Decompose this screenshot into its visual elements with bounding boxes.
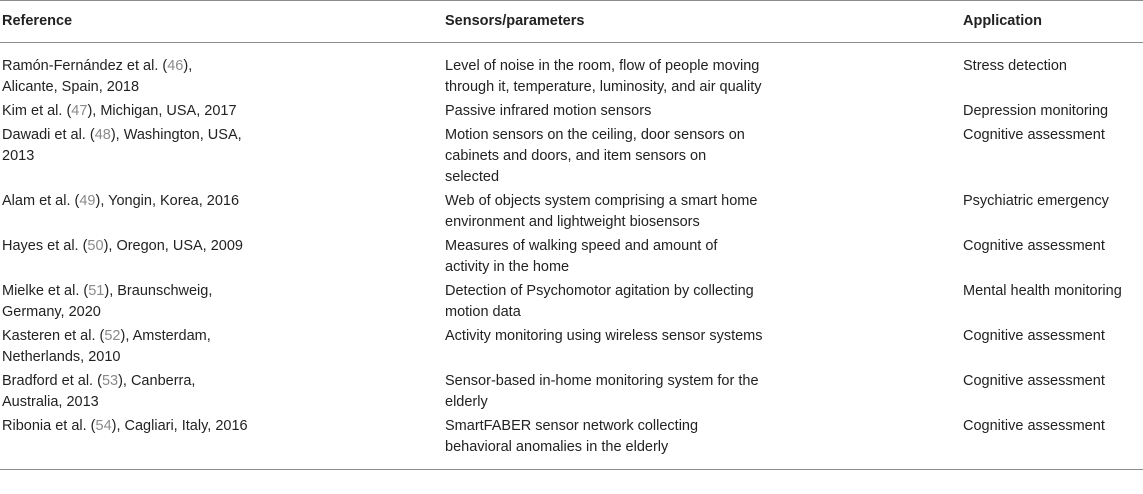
cell-reference [0, 233, 443, 278]
cell-reference [0, 188, 443, 233]
table-row [0, 188, 1143, 233]
sensors-line: Detection of Psychomotor agitation by collecting [445, 283, 754, 299]
cell-reference [0, 413, 443, 470]
reference-citation-link[interactable]: 46 [167, 58, 184, 74]
cell-reference [0, 278, 443, 323]
reference-text: ), Oregon, USA, 2009 [103, 238, 243, 254]
cell-application: Cognitive assessment [963, 328, 1105, 344]
reference-text: Bradford et al. ( [2, 373, 102, 389]
reference-line [2, 125, 443, 146]
cell-sensors [443, 122, 961, 188]
table-row [0, 278, 1143, 323]
reference-text: Dawadi et al. ( [2, 127, 95, 143]
header-sensors: Sensors/parameters [443, 1, 961, 43]
cell-application: Stress detection [963, 58, 1067, 74]
reference-line [2, 236, 443, 257]
reference-text: ), Michigan, USA, 2017 [87, 103, 237, 119]
reference-line: Germany, 2020 [2, 304, 101, 320]
reference-citation-link[interactable]: 49 [79, 193, 96, 209]
cell-application: Psychiatric emergency [963, 193, 1109, 209]
reference-text: Kim et al. ( [2, 103, 72, 119]
cell-application: Depression monitoring [963, 103, 1109, 119]
reference-line: 2013 [2, 148, 35, 164]
table-row [0, 43, 1143, 99]
cell-sensors [443, 323, 961, 368]
cell-sensors [443, 413, 961, 470]
reference-line [2, 416, 443, 437]
cell-sensors [443, 43, 961, 99]
cell-application: Cognitive assessment [963, 238, 1105, 254]
sensors-line: Sensor-based in-home monitoring system for the [445, 373, 759, 389]
sensors-line: behavioral anomalies in the elderly [445, 439, 669, 455]
reference-citation-link[interactable]: 52 [104, 328, 121, 344]
cell-reference [0, 368, 443, 413]
cell-sensors [443, 188, 961, 233]
cell-sensors [443, 233, 961, 278]
cell-application: Cognitive assessment [961, 413, 1143, 470]
cell-sensors [443, 278, 961, 323]
reference-line [2, 191, 443, 212]
sensors-line: Passive infrared motion sensors [445, 103, 652, 119]
table-row [0, 368, 1143, 413]
sensors-line: elderly [445, 394, 488, 410]
reference-text: ), Canberra, [118, 373, 196, 389]
reference-text: Mielke et al. ( [2, 283, 89, 299]
reference-text: Hayes et al. ( [2, 238, 88, 254]
cell-application: Cognitive assessment [963, 127, 1105, 143]
sensors-line: Activity monitoring using wireless sensor systems [445, 328, 763, 344]
reference-citation-link[interactable]: 47 [71, 103, 88, 119]
reference-text: Ramón-Fernández et al. ( [2, 58, 168, 74]
sensors-line: environment and lightweight biosensors [445, 214, 700, 230]
reference-line [2, 281, 443, 302]
reference-line [2, 56, 443, 77]
table-row [0, 98, 1143, 122]
cell-application: Cognitive assessment [963, 373, 1105, 389]
header-application: Application [961, 1, 1143, 43]
reference-text: Alam et al. ( [2, 193, 80, 209]
table-row [0, 233, 1143, 278]
header-reference: Reference [0, 1, 443, 43]
sensors-line: Motion sensors on the ceiling, door sensors on [445, 127, 745, 143]
reference-text: ), [183, 58, 193, 74]
sensors-line: Web of objects system comprising a smart home [445, 193, 758, 209]
reference-citation-link[interactable]: 50 [87, 238, 104, 254]
sensors-line: through it, temperature, luminosity, and air quality [445, 79, 762, 95]
table-row [0, 413, 1143, 470]
sensors-line: activity in the home [445, 259, 570, 275]
reference-text: ), Yongin, Korea, 2016 [95, 193, 240, 209]
reference-text: Kasteren et al. ( [2, 328, 105, 344]
cell-reference [0, 98, 443, 122]
cell-sensors [443, 368, 961, 413]
reference-text: ), Washington, USA, [110, 127, 242, 143]
sensors-line: Measures of walking speed and amount of [445, 238, 718, 254]
table-body [0, 43, 1143, 470]
reference-citation-link[interactable]: 54 [95, 418, 112, 434]
reference-text: ), Braunschweig, [104, 283, 213, 299]
sensors-line: selected [445, 169, 500, 185]
cell-sensors [443, 98, 961, 122]
reference-line [2, 326, 443, 347]
sensors-line: motion data [445, 304, 521, 320]
table-row [0, 323, 1143, 368]
cell-reference [0, 122, 443, 188]
sensors-line: cabinets and doors, and item sensors on [445, 148, 707, 164]
reference-line: Netherlands, 2010 [2, 349, 121, 365]
sensors-line: Level of noise in the room, flow of people moving [445, 58, 760, 74]
table-header [0, 1, 1143, 43]
header-row [0, 1, 1143, 43]
reference-citation-link[interactable]: 48 [94, 127, 111, 143]
cell-application: Mental health monitoring [963, 283, 1122, 299]
table-row [0, 122, 1143, 188]
reference-text: ), Amsterdam, [120, 328, 211, 344]
sensors-line: SmartFABER sensor network collecting [445, 418, 699, 434]
cell-reference [0, 323, 443, 368]
reference-text: ), Cagliari, Italy, 2016 [111, 418, 248, 434]
reference-text: Ribonia et al. ( [2, 418, 96, 434]
reference-line [2, 371, 443, 392]
reference-line: Alicante, Spain, 2018 [2, 79, 140, 95]
cell-reference [0, 43, 443, 99]
reference-citation-link[interactable]: 53 [101, 373, 119, 389]
reference-line [2, 101, 443, 122]
reference-citation-link[interactable]: 51 [88, 283, 105, 299]
reference-line: Australia, 2013 [2, 394, 99, 410]
